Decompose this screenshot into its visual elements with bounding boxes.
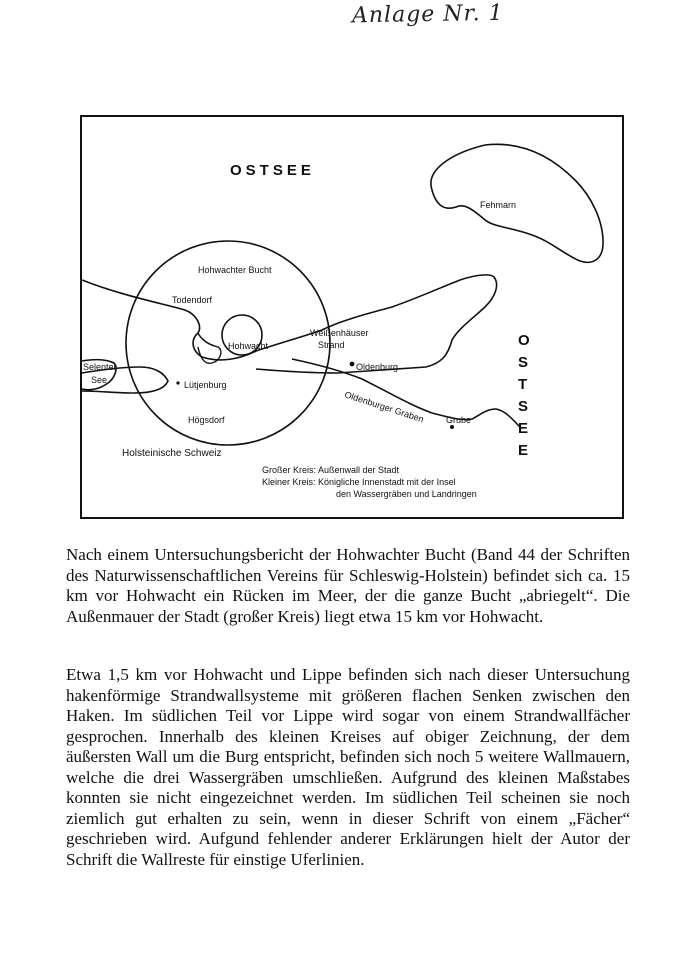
- label-holsteinische-schweiz: Holsteinische Schweiz: [122, 448, 222, 459]
- sea-east-3: S: [518, 398, 533, 415]
- label-luetjenburg: Lütjenburg: [184, 380, 227, 390]
- map-figure: [80, 115, 624, 519]
- oldenburg-dot: [350, 362, 355, 367]
- sea-east-1: S: [518, 354, 533, 371]
- label-oldenburger-graben: Oldenburger Graben: [343, 389, 425, 425]
- sea-east-0: O: [518, 332, 534, 349]
- legend-line-2: Kleiner Kreis: Königliche Innenstadt mit der Insel: [262, 477, 456, 487]
- legend-line-3: den Wassergräben und Landringen: [336, 489, 477, 499]
- label-hoegsdorf: Högsdorf: [188, 415, 225, 425]
- label-todendorf: Todendorf: [172, 295, 213, 305]
- luetjenburg-dot: [176, 381, 179, 384]
- sea-east-4: E: [518, 420, 533, 437]
- label-selenter: Selenter: [83, 362, 117, 372]
- sea-east-5: E: [518, 442, 533, 459]
- label-weissenhaeuser: Weißenhäuser: [310, 328, 369, 338]
- label-see: See: [91, 375, 108, 385]
- sea-label-north: OSTSEE: [230, 162, 315, 179]
- legend-line-1: Großer Kreis: Außenwall der Stadt: [262, 465, 400, 475]
- label-strand: Strand: [318, 340, 345, 350]
- body-paragraph-2: Etwa 1,5 km vor Hohwacht und Lippe befinden sich nach dieser Untersuchung hakenförmige Strandwallsysteme mit größeren flachen Senken zwischen den Haken. Im südlichen Teil vor Lippe wird sogar von einem Strandwallfächer gesprochen. Innerhalb des kleinen Kreises auf obiger Zeichnung, der dem äußersten Wall um die Burg entspricht, befinden sich noch 5 weitere Wallmauern, welche die drei Wassergräben umschließen. Aufgrund des kleinen Maßstabes konnten sie nicht eingezeichnet werden. Im südlichen Teil scheinen sie noch ziemlich gut erhalten zu sein, wenn in dieser Schrift von einem „Fächer“ geschrieben wird. Aufgund fehlender anderer Erklärungen hielt der Autor der Schrift die Wallreste für einstige Uferlinien.: [66, 665, 630, 869]
- label-grube: Grube: [446, 415, 472, 425]
- grube-dot: [450, 425, 454, 429]
- label-hohwacht: Hohwacht: [228, 341, 269, 351]
- body-paragraph-1: Nach einem Untersuchungsbericht der Hohwachter Bucht (Band 44 der Schriften des Naturwissenschaftlichen Vereins für Schleswig-Holstein) befindet sich ca. 15 km vor Hohwacht ein Rücken im Meer, der die ganze Bucht „abriegelt“. Die Außenmauer der Stadt (großer Kreis) liegt etwa 15 km vor Hohwacht.: [66, 545, 630, 626]
- handwritten-annex-note: Anlage Nr. 1: [351, 0, 504, 29]
- map-drawing: [80, 115, 624, 519]
- label-hohwachter-bucht: Hohwachter Bucht: [198, 265, 272, 275]
- sea-east-2: T: [518, 376, 532, 393]
- label-fehmarn: Fehmarn: [480, 200, 517, 210]
- label-oldenburg: Oldenburg: [356, 362, 399, 372]
